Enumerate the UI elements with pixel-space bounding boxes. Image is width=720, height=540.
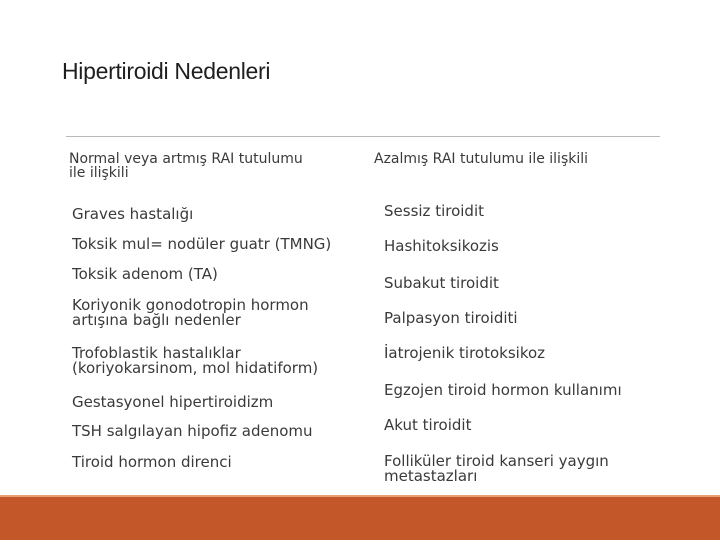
left-item-2: [72, 237, 331, 252]
footer-bar: [0, 497, 720, 540]
left-item-4-line-2: artışına bağlı nedenler: [72, 311, 241, 329]
right-item-8-line-1: Folliküler tiroid kanseri yaygın: [384, 452, 609, 470]
right-item-1-text: Sessiz tiroidit: [384, 202, 484, 220]
left-column-header: [69, 152, 303, 180]
left-header-line-2: ile ilişkili: [69, 165, 129, 181]
left-item-3-text: Toksik adenom (TA): [72, 265, 218, 283]
left-item-8-text: Tiroid hormon direnci: [72, 453, 232, 471]
right-item-3: [384, 276, 499, 291]
left-item-7: [72, 424, 313, 439]
right-item-5: [384, 346, 545, 361]
right-item-4-text: Palpasyon tiroiditi: [384, 309, 518, 327]
left-item-2-text: Toksik mul= nodüler guatr (TMNG): [72, 235, 332, 253]
left-item-5-line-1: Trofoblastik hastalıklar: [72, 344, 241, 362]
right-item-3-text: Subakut tiroidit: [384, 274, 499, 292]
left-item-6-text: Gestasyonel hipertiroidizm: [72, 393, 274, 411]
right-item-7-text: Akut tiroidit: [384, 416, 472, 434]
right-column-header: Azalmış RAI tutulumu ile ilişkili: [374, 151, 589, 167]
left-item-4: [72, 298, 309, 328]
right-item-2-text: Hashitoksikozis: [384, 237, 499, 255]
right-item-8-line-2: metastazları: [384, 467, 478, 485]
right-item-4: [384, 311, 518, 326]
left-item-7-text: TSH salgılayan hipofiz adenomu: [72, 422, 313, 440]
left-item-1-text: Graves hastalığı: [72, 205, 194, 223]
left-item-5: [72, 346, 318, 376]
left-item-3: [72, 267, 218, 282]
left-header-line-1: Normal veya artmış RAI tutulumu: [69, 151, 303, 167]
left-item-4-line-1: Koriyonik gonodotropin hormon: [72, 296, 309, 314]
right-item-8: [384, 454, 609, 484]
right-item-1: [384, 204, 484, 219]
right-item-7: [384, 418, 471, 433]
right-item-5-text: İatrojenik tirotoksikoz: [384, 344, 546, 362]
right-item-2: [384, 239, 499, 254]
slide-title: Hipertiroidi Nedenleri: [62, 58, 271, 84]
right-item-6: [384, 383, 622, 398]
left-item-6: [72, 395, 273, 410]
left-item-1: [72, 207, 193, 222]
left-item-5-line-2: (koriyokarsinom, mol hidatiform): [72, 359, 319, 377]
left-item-8: [72, 455, 232, 470]
title-divider: [66, 136, 660, 137]
right-item-6-text: Egzojen tiroid hormon kullanımı: [384, 381, 622, 399]
